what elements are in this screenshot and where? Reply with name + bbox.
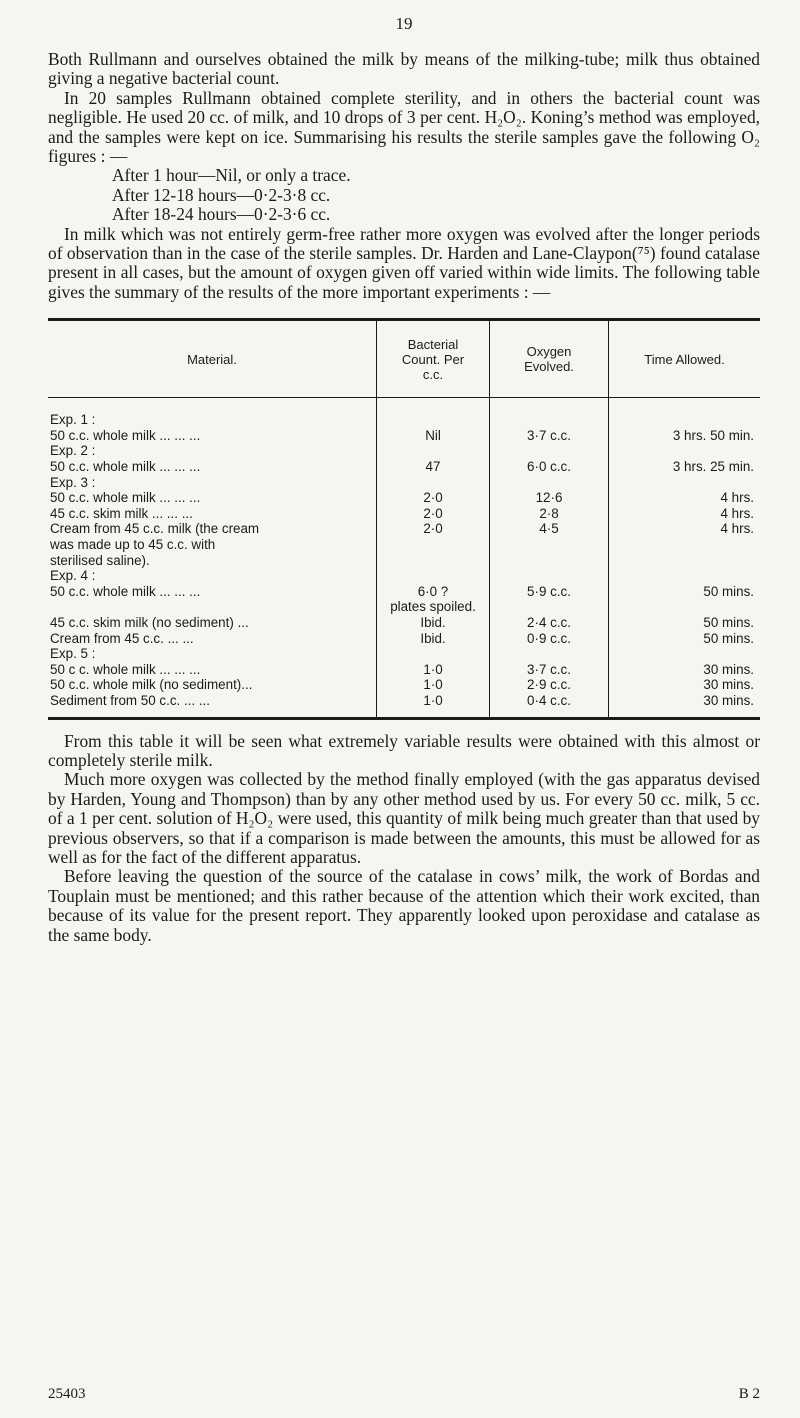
- cell-time-allowed: 4 hrs.: [609, 506, 761, 522]
- cell-bacterial-count: 1·0: [377, 677, 490, 693]
- cell-material: Exp. 1 :: [50, 412, 96, 428]
- figure-line-18-24-hours: After 18-24 hours—0·2-3·6 cc.: [112, 204, 331, 225]
- cell-oxygen-evolved: 2·4 c.c.: [490, 615, 609, 631]
- header-time-allowed: Time Allowed.: [609, 320, 761, 398]
- cell-bacterial-count: [377, 537, 490, 553]
- cell-time-allowed: 30 mins.: [609, 693, 761, 709]
- cell-bacterial-count: 2·0: [377, 506, 490, 522]
- cell-oxygen-evolved: 5·9 c.c.: [490, 584, 609, 600]
- cell-oxygen-evolved: 3·7 c.c.: [490, 428, 609, 444]
- table-row: [48, 428, 760, 444]
- table-bottom-spacer: [48, 709, 760, 719]
- cell-time-allowed: 50 mins.: [609, 584, 761, 600]
- table-row: [48, 693, 760, 709]
- cell-bacterial-count: Nil: [377, 428, 490, 444]
- header-oxygen-evolved: [490, 320, 609, 398]
- cell-time-allowed: 3 hrs. 50 min.: [609, 428, 761, 444]
- cell-time-allowed: 4 hrs.: [609, 521, 761, 537]
- page-footer: [48, 1386, 760, 1403]
- cell-material: 50 c.c. whole milk ... ... ...: [50, 459, 201, 475]
- cell-bacterial-count: 2·0: [377, 521, 490, 537]
- table-row: [48, 599, 760, 615]
- cell-material: 50 c.c. whole milk ... ... ...: [50, 490, 201, 506]
- cell-bacterial-count: 6·0 ?: [377, 584, 490, 600]
- table-row: [48, 490, 760, 506]
- cell-bacterial-count: [377, 553, 490, 569]
- cell-material: sterilised saline).: [50, 552, 150, 568]
- table-row: [48, 459, 760, 475]
- cell-oxygen-evolved: [490, 443, 609, 459]
- cell-oxygen-evolved: 4·5: [490, 521, 609, 537]
- paragraph-oxygen-collected: Much more oxygen was collected by the method finally employed (with the gas apparatus devised by Harden, Young and Thompson) than by any other method used by us. For every 50 cc. milk, 5 cc. of a 1 per cent. solution of H₂O₂ were used, this quantity of milk being much greater than that used by previous observers, so that if a comparison is made between the amounts, this must be allowed for as well as for the fact of the different apparatus.: [48, 769, 760, 867]
- cell-material: Exp. 3 :: [50, 474, 96, 490]
- cell-bacterial-count: [377, 412, 490, 428]
- table-row: [48, 537, 760, 553]
- cell-material: 50 c.c. whole milk (no sediment)...: [50, 677, 253, 693]
- footer-print-number: 25403: [48, 1386, 86, 1402]
- cell-oxygen-evolved: [490, 646, 609, 662]
- cell-material: was made up to 45 c.c. with: [50, 537, 216, 553]
- footer-signature-mark: B 2: [738, 1386, 760, 1402]
- table-row: [48, 443, 760, 459]
- cell-material: Cream from 45 c.c. milk (the cream: [50, 521, 260, 537]
- cell-oxygen-evolved: [490, 568, 609, 584]
- cell-time-allowed: 30 mins.: [609, 677, 761, 693]
- table-row: [48, 677, 760, 693]
- cell-material: 50 c c. whole milk ... ... ...: [50, 661, 201, 677]
- table-row: [48, 615, 760, 631]
- document-page: [48, 14, 760, 945]
- cell-bacterial-count: plates spoiled.: [377, 599, 490, 615]
- cell-oxygen-evolved: 0·4 c.c.: [490, 693, 609, 709]
- cell-time-allowed: 30 mins.: [609, 662, 761, 678]
- cell-oxygen-evolved: [490, 475, 609, 491]
- cell-oxygen-evolved: [490, 412, 609, 428]
- cell-bacterial-count: 1·0: [377, 662, 490, 678]
- page-number: 19: [395, 14, 413, 33]
- cell-bacterial-count: [377, 443, 490, 459]
- table-row: [48, 506, 760, 522]
- cell-bacterial-count: Ibid.: [377, 631, 490, 647]
- table-row: [48, 584, 760, 600]
- paragraph-rullmann-milking-tube: Both Rullmann and ourselves obtained the milk by means of the milking-tube; milk thus obtained giving a negative bacterial count.: [48, 49, 760, 89]
- experiments-table: [48, 318, 760, 719]
- paragraph-bordas-touplain: Before leaving the question of the source of the catalase in cows’ milk, the work of Bordas and Touplain must be mentioned; and this rather because of the attention which their work excited, than because of its value for the present report. They apparently looked upon peroxidase and catalase as the same body.: [48, 866, 760, 945]
- table-row: [48, 553, 760, 569]
- cell-oxygen-evolved: 2·9 c.c.: [490, 677, 609, 693]
- cell-oxygen-evolved: [490, 537, 609, 553]
- cell-bacterial-count: [377, 568, 490, 584]
- cell-bacterial-count: Ibid.: [377, 615, 490, 631]
- table-row: [48, 412, 760, 428]
- cell-bacterial-count: [377, 646, 490, 662]
- header-material: Material.: [48, 320, 377, 398]
- cell-bacterial-count: 1·0: [377, 693, 490, 709]
- cell-oxygen-evolved: 0·9 c.c.: [490, 631, 609, 647]
- cell-oxygen-evolved: 12·6: [490, 490, 609, 506]
- header-bacterial-count-text: Bacterial Count. Per c.c.: [401, 336, 465, 382]
- cell-time-allowed: 50 mins.: [609, 631, 761, 647]
- cell-bacterial-count: [377, 475, 490, 491]
- cell-material: Exp. 2 :: [50, 443, 96, 459]
- table-body: [48, 398, 760, 718]
- header-oxygen-evolved-text: Oxygen Evolved.: [524, 344, 574, 375]
- cell-time-allowed: [609, 475, 761, 491]
- cell-time-allowed: 3 hrs. 25 min.: [609, 459, 761, 475]
- cell-time-allowed: [609, 553, 761, 569]
- figure-line-12-18-hours: After 12-18 hours—0·2-3·8 cc.: [112, 184, 331, 205]
- table-row: [48, 646, 760, 662]
- table-row: [48, 475, 760, 491]
- cell-material: 45 c.c. skim milk (no sediment) ...: [50, 615, 249, 630]
- table-header-row: [48, 320, 760, 398]
- paragraph-variable-results: From this table it will be seen what extremely variable results were obtained with this almost or completely sterile milk.: [48, 730, 760, 770]
- cell-oxygen-evolved: [490, 599, 609, 615]
- cell-bacterial-count: 47: [377, 459, 490, 475]
- cell-material: 45 c.c. skim milk ... ... ...: [50, 505, 193, 521]
- cell-oxygen-evolved: 3·7 c.c.: [490, 662, 609, 678]
- cell-material: Cream from 45 c.c. ... ...: [50, 630, 194, 646]
- cell-material: Exp. 5 :: [50, 646, 96, 662]
- table-row: [48, 662, 760, 678]
- cell-material: 50 c.c. whole milk ... ... ...: [50, 583, 201, 599]
- header-bacterial-count: [377, 320, 490, 398]
- figure-line-1-hour: After 1 hour—Nil, or only a trace.: [112, 165, 351, 186]
- cell-time-allowed: 4 hrs.: [609, 490, 761, 506]
- table-row: [48, 521, 760, 537]
- cell-time-allowed: [609, 646, 761, 662]
- paragraph-germ-free: In milk which was not entirely germ-free rather more oxygen was evolved after the longer periods of observation than in the case of the sterile samples. Dr. Harden and Lane-Claypon(⁷⁵) found catalase present in all cases, but the amount of oxygen given off varied within wide limits. The following table gives the summary of the results of the more important experiments : —: [48, 223, 760, 302]
- table-spacer-row: [48, 398, 760, 413]
- cell-oxygen-evolved: 6·0 c.c.: [490, 459, 609, 475]
- cell-material: 50 c.c. whole milk ... ... ...: [50, 427, 201, 443]
- cell-material: [48, 599, 377, 615]
- cell-oxygen-evolved: [490, 553, 609, 569]
- cell-bacterial-count: 2·0: [377, 490, 490, 506]
- cell-time-allowed: [609, 443, 761, 459]
- table-row: [48, 631, 760, 647]
- cell-time-allowed: [609, 599, 761, 615]
- cell-time-allowed: [609, 568, 761, 584]
- cell-time-allowed: [609, 412, 761, 428]
- cell-material: Sediment from 50 c.c. ... ...: [50, 692, 211, 708]
- cell-oxygen-evolved: 2·8: [490, 506, 609, 522]
- paragraph-rullmann-samples: In 20 samples Rullmann obtained complete sterility, and in others the bacterial count was negligible. He used 20 cc. of milk, and 10 drops of 3 per cent. H₂O₂. Koning’s method was employed, and the samples were kept on ice. Summarising his results the sterile samples gave the following O₂ figures : —: [48, 87, 760, 167]
- cell-time-allowed: 50 mins.: [609, 615, 761, 631]
- cell-material: Exp. 4 :: [50, 568, 96, 584]
- cell-time-allowed: [609, 537, 761, 553]
- table-row: [48, 568, 760, 584]
- oxygen-figures-list: [112, 166, 760, 224]
